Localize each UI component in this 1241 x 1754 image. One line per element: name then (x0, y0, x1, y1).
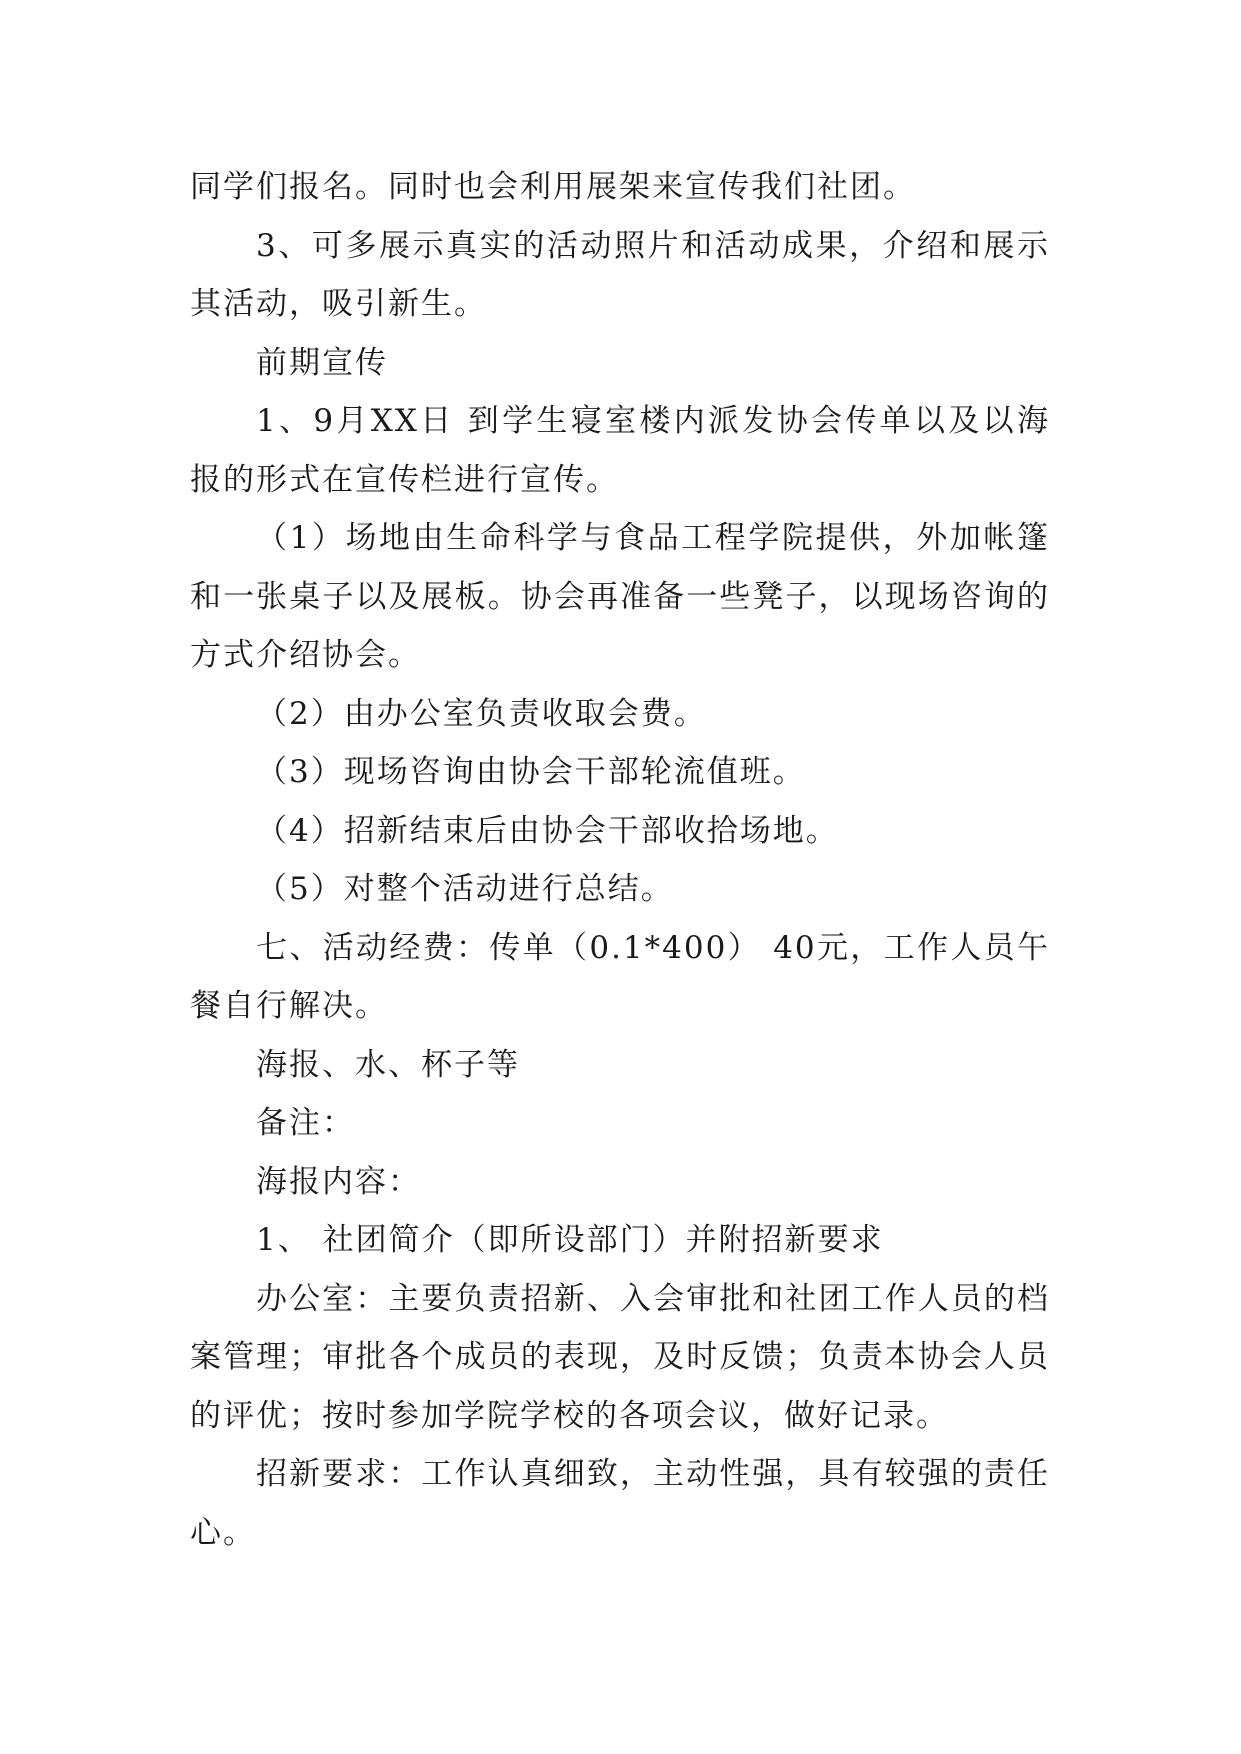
paragraph: 七、活动经费：传单（0.1*400） 40元，工作人员午餐自行解决。 (190, 929, 1050, 1024)
list-item: （4）招新结束后由协会干部收拾场地。 (256, 812, 839, 849)
document-body (190, 158, 1050, 1562)
paragraph: 办公室：主要负责招新、入会审批和社团工作人员的档案管理；审批各个成员的表现，及时反馈；负责本协会人员的评优；按时参加学院学校的各项会议，做好记录。 (190, 1280, 1050, 1434)
paragraph: 1、 社团简介（即所设部门）并附招新要求 (256, 1222, 884, 1258)
paragraph: 招新要求：工作认真细致，主动性强，具有较强的责任心。 (190, 1456, 1050, 1551)
paragraph: 备注： (256, 1105, 355, 1141)
paragraph: 海报、水、杯子等 (256, 1046, 520, 1083)
list-item: （2）由办公室负责收取会费。 (256, 695, 707, 732)
list-item: （1）场地由生命科学与食品工程学院提供，外加帐篷和一张桌子以及展板。协会再准备一些凳子，以现场咨询的方式介绍协会。 (190, 520, 1050, 673)
paragraph: 海报内容： (256, 1163, 421, 1200)
list-item: （5）对整个活动进行总结。 (256, 871, 674, 907)
section-heading: 前期宣传 (256, 344, 388, 381)
paragraph: 1、9月XX日 到学生寝室楼内派发协会传单以及以海报的形式在宣传栏进行宣传。 (190, 403, 1050, 498)
paragraph: 同学们报名。同时也会利用展架来宣传我们社团。 (190, 169, 916, 205)
list-item: （3）现场咨询由协会干部轮流值班。 (256, 754, 806, 790)
paragraph: 3、可多展示真实的活动照片和活动成果，介绍和展示其活动，吸引新生。 (190, 227, 1050, 322)
